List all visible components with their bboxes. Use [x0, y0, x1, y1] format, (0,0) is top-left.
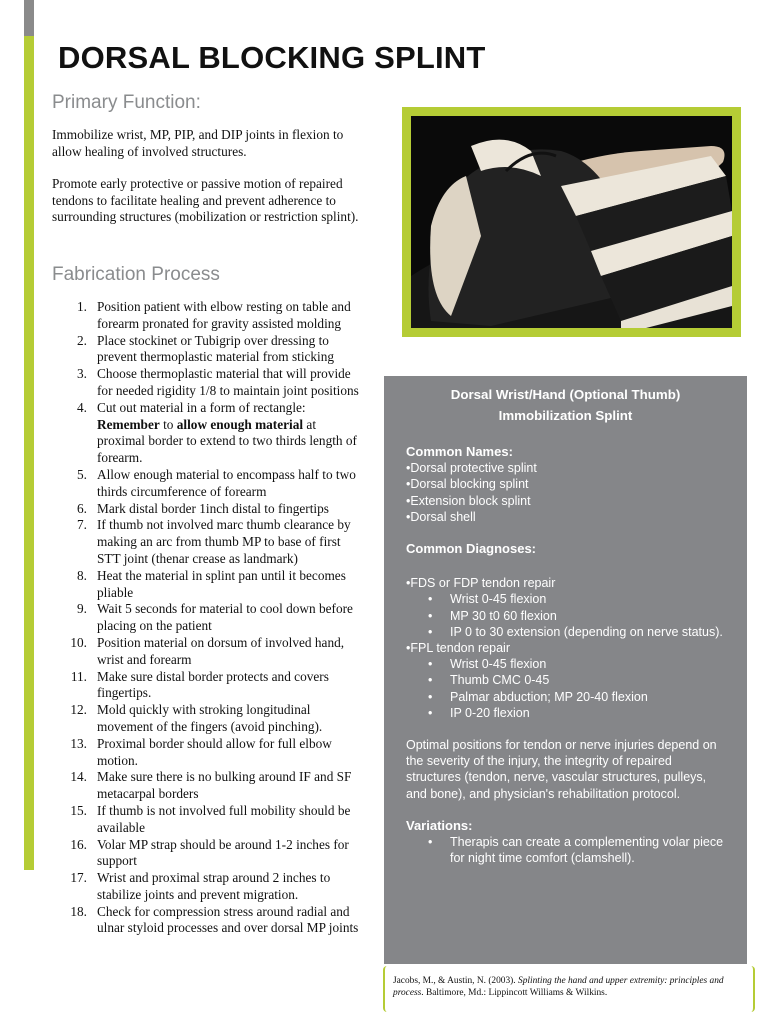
step-text: Place stockinet or Tubigrip over dressing to prevent thermoplastic material from sticking	[97, 332, 335, 365]
citation-book-title: Splinting the hand and upper extremity: principles and process	[393, 976, 724, 998]
step-text: Heat the material in splint pan until it becomes pliable	[97, 567, 346, 600]
step-number: 1.	[77, 299, 87, 314]
step-number: 17.	[70, 870, 87, 886]
step-text: If thumb is not involved full mobility should be available	[97, 802, 351, 835]
variations-list	[406, 834, 725, 866]
variations-heading: Variations:	[406, 817, 473, 833]
diagnosis-list	[406, 640, 725, 656]
step-item	[52, 568, 362, 602]
splint-photo-frame	[402, 107, 741, 337]
step-text: Wait 5 seconds for material to cool down before placing on the patient	[97, 601, 353, 634]
step-number: 12.	[70, 702, 87, 718]
step-emphasis: Remember	[97, 416, 160, 432]
step-item	[52, 803, 362, 837]
common-name-item: • Dorsal protective splint	[406, 460, 725, 476]
step-item	[52, 601, 362, 635]
step-text: Mark distal border 1inch distal to fingertips	[97, 500, 329, 516]
step-text: to	[163, 416, 174, 432]
splint-photo-illustration	[411, 116, 732, 328]
step-number: 11.	[70, 668, 87, 684]
step-item	[52, 501, 362, 518]
step-item	[52, 870, 362, 904]
step-number: 16.	[70, 836, 87, 852]
step-item	[52, 333, 362, 367]
step-text: Position material on dorsum of involved hand, wrist and forearm	[97, 634, 345, 667]
step-text: Position patient with elbow resting on table and forearm pronated for gravity assisted molding	[97, 299, 351, 331]
step-item	[52, 702, 362, 736]
step-item	[52, 769, 362, 803]
step-item	[52, 400, 362, 467]
step-text: Cut out material in a form of rectangle:	[97, 399, 306, 415]
diagnosis-1-positions	[406, 591, 725, 640]
step-text: at proximal border to extend to two thirds length of forearm.	[97, 416, 357, 466]
step-number: 9.	[77, 601, 87, 617]
position-item: • Palmar abduction; MP 20-40 flexion	[406, 689, 725, 705]
step-number: 3.	[77, 366, 87, 382]
step-text: Mold quickly with stroking longitudinal movement of the fingers (avoid pinching).	[97, 702, 323, 734]
primary-function-heading: Primary Function:	[52, 92, 201, 113]
common-name-item: • Dorsal blocking splint	[406, 476, 725, 492]
common-names-heading: Common Names:	[406, 444, 513, 459]
splint-info-panel	[384, 376, 747, 964]
primary-function-paragraph-1: Immobilize wrist, MP, PIP, and DIP joints in flexion to allow healing of involved structures.	[52, 127, 344, 159]
step-number: 6.	[77, 500, 87, 516]
step-number: 18.	[70, 903, 87, 919]
step-text: Wrist and proximal strap around 2 inches to stabilize joints and prevent migration.	[97, 870, 331, 902]
common-names-list	[406, 460, 725, 525]
common-name-item: • Dorsal shell	[406, 509, 725, 525]
fabrication-heading: Fabrication Process	[52, 264, 220, 285]
optimal-positions-text: Optimal positions for tendon or nerve injuries depend on the severity of the injury, the integrity of repaired structures (tendon, nerve, vascular structures, pulleys, and bone), and physician's rehabilitation protocol.	[406, 738, 717, 801]
position-item: • IP 0 to 30 extension (depending on nerve status).	[406, 624, 725, 640]
step-item	[52, 299, 362, 333]
position-item: • Thumb CMC 0-45	[406, 672, 725, 688]
step-item	[52, 736, 362, 770]
step-emphasis: allow enough material	[176, 416, 304, 432]
step-item	[52, 669, 362, 703]
step-number: 15.	[70, 802, 87, 818]
step-text: Allow enough material to encompass half to two thirds circumference of forearm	[97, 466, 356, 499]
step-text: Check for compression stress around radial and ulnar styloid processes and over dorsal MP joints	[97, 903, 359, 936]
info-panel-title-line-2: Immobilization Splint	[498, 408, 633, 423]
diagnosis-2-positions	[406, 656, 725, 721]
position-item: • MP 30 t0 60 flexion	[406, 608, 725, 624]
citation-authors: Jacobs, M., & Austin, N. (2003).	[393, 976, 516, 986]
step-text: Make sure there is no bulking around IF and SF metacarpal borders	[97, 769, 352, 802]
step-number: 13.	[70, 735, 87, 751]
step-number: 4.	[77, 399, 87, 415]
diagnosis-list	[406, 575, 725, 591]
position-item: • Wrist 0-45 flexion	[406, 656, 725, 672]
position-item: • IP 0-20 flexion	[406, 705, 725, 721]
splint-photo	[411, 116, 732, 328]
info-panel-title	[406, 384, 725, 426]
step-text: If thumb not involved marc thumb clearance by making an arc from thumb MP to base of first STT joint (thenar crease as landmark)	[97, 517, 351, 566]
position-item: • Wrist 0-45 flexion	[406, 591, 725, 607]
diagnosis-item: • FDS or FDP tendon repair	[406, 575, 725, 591]
fabrication-steps-list	[52, 299, 362, 937]
info-panel-title-line-1: Dorsal Wrist/Hand (Optional Thumb)	[450, 387, 681, 402]
step-number: 8.	[77, 567, 87, 583]
accent-bar-side	[24, 36, 34, 870]
step-text: Make sure distal border protects and covers fingertips.	[97, 668, 329, 701]
step-number: 14.	[70, 769, 87, 785]
step-number: 7.	[77, 517, 87, 533]
step-item	[52, 517, 362, 567]
common-diagnoses-heading: Common Diagnoses:	[406, 541, 537, 557]
primary-function-paragraph-2: Promote early protective or passive motion of repaired tendons to facilitate healing and prevent adherence to surrounding structures (mobilization or restriction splint).	[52, 176, 359, 224]
citation-publisher: . Baltimore, Md.: Lippincott Williams & Wilkins.	[421, 988, 608, 998]
step-item	[52, 837, 362, 871]
page-title: DORSAL BLOCKING SPLINT	[58, 40, 486, 75]
step-number: 5.	[77, 466, 87, 482]
step-text: Choose thermoplastic material that will provide for needed rigidity 1/8 to maintain joint positions	[97, 366, 359, 398]
step-number: 10.	[70, 634, 87, 650]
common-name-item: • Extension block splint	[406, 493, 725, 509]
step-item	[52, 635, 362, 669]
step-text: Proximal border should allow for full elbow motion.	[97, 735, 332, 768]
step-item	[52, 467, 362, 501]
diagnosis-item: • FPL tendon repair	[406, 640, 725, 656]
citation	[383, 966, 755, 1012]
variation-item: • Therapis can create a complementing volar piece for night time comfort (clamshell).	[406, 834, 725, 866]
accent-bar-top	[24, 0, 34, 36]
step-number: 2.	[77, 332, 87, 348]
step-item	[52, 904, 362, 938]
step-text: Volar MP strap should be around 1-2 inches for support	[97, 836, 349, 869]
step-item	[52, 366, 362, 400]
